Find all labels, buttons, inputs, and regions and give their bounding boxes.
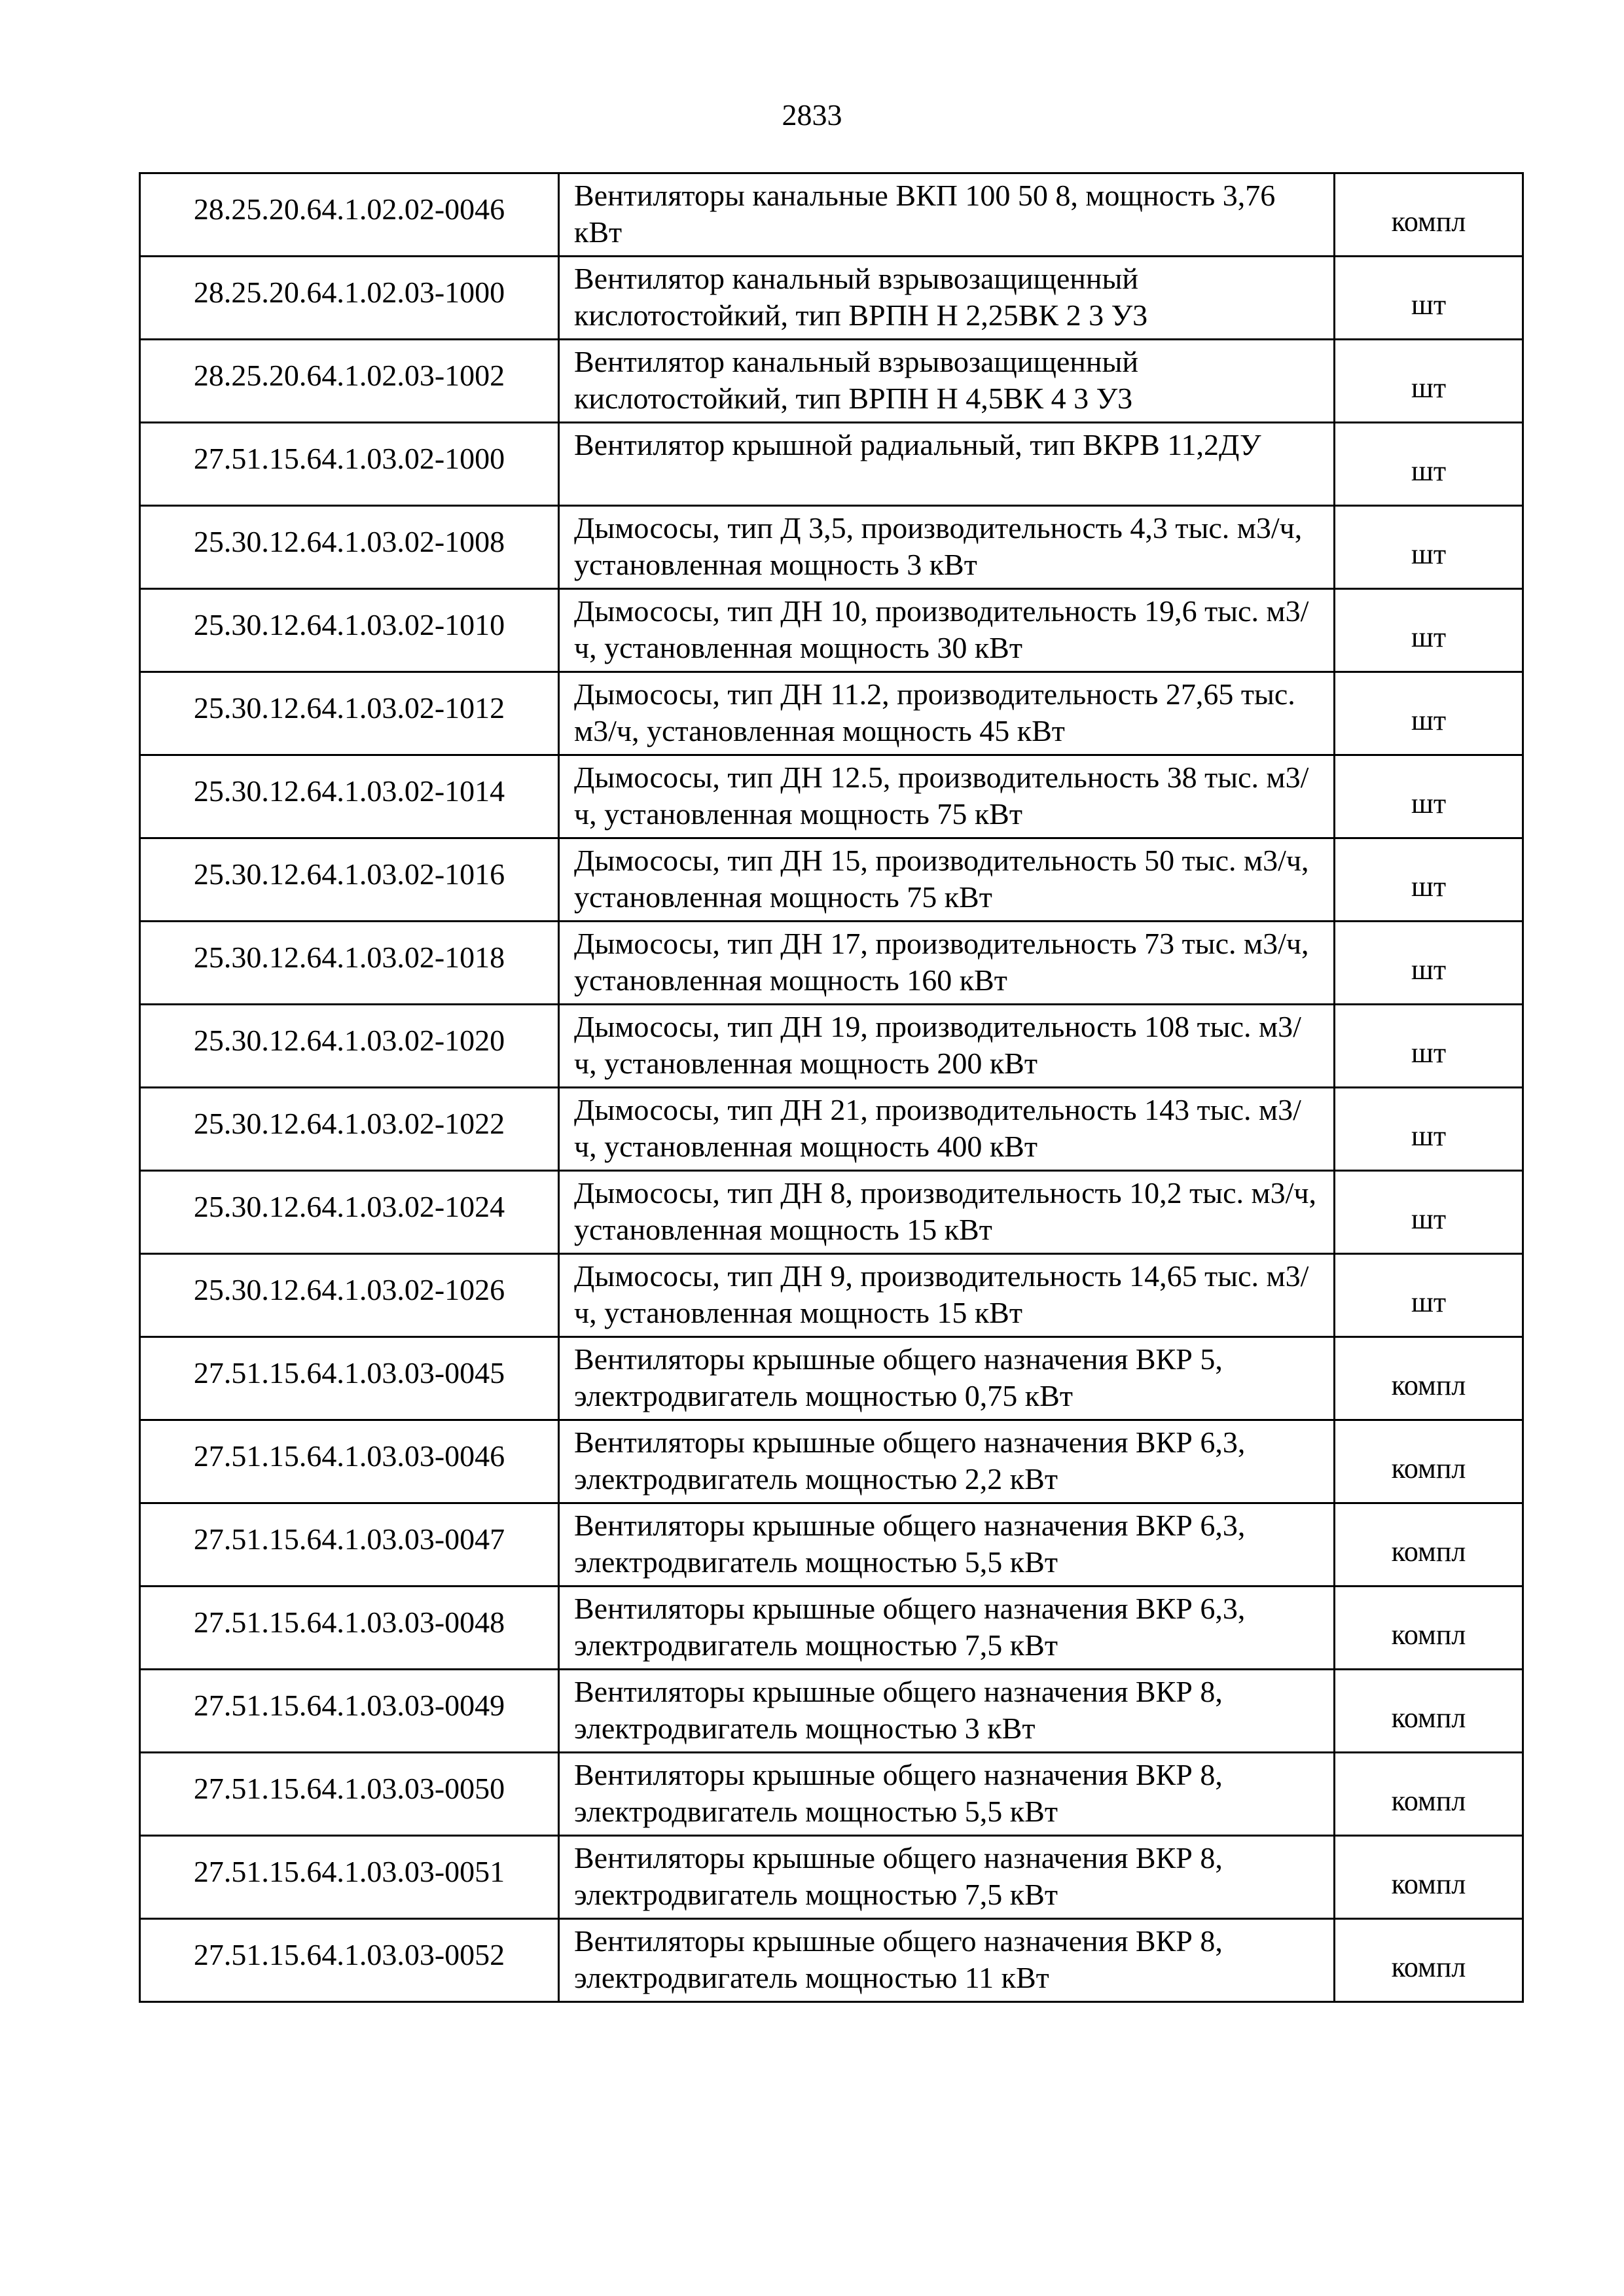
resource-unit: компл xyxy=(1335,1919,1523,2002)
table-row xyxy=(140,1254,1523,1337)
table-row xyxy=(140,1587,1523,1670)
resource-name: Вентилятор канальный взрывозащищенный кислотостойкий, тип ВРПН Н 4,5ВК 4 3 У3 xyxy=(559,340,1335,423)
table-row xyxy=(140,672,1523,755)
resource-name: Вентиляторы крышные общего назначения ВКР 6,3, электродвигатель мощностью 2,2 кВт xyxy=(559,1420,1335,1503)
resource-unit: шт xyxy=(1335,672,1523,755)
resource-unit: шт xyxy=(1335,257,1523,340)
resource-unit: шт xyxy=(1335,922,1523,1005)
resource-name: Дымососы, тип ДН 12.5, производительность 38 тыс. м3/ч, установленная мощность 75 кВт xyxy=(559,755,1335,838)
resource-unit: шт xyxy=(1335,340,1523,423)
table-row xyxy=(140,1836,1523,1919)
resource-name: Вентиляторы крышные общего назначения ВКР 8, электродвигатель мощностью 5,5 кВт xyxy=(559,1753,1335,1836)
resource-name: Дымососы, тип Д 3,5, производительность 4,3 тыс. м3/ч, установленная мощность 3 кВт xyxy=(559,506,1335,589)
resource-unit: шт xyxy=(1335,423,1523,506)
resource-unit: компл xyxy=(1335,173,1523,257)
resource-name: Дымососы, тип ДН 21, производительность 143 тыс. м3/ч, установленная мощность 400 кВт xyxy=(559,1088,1335,1171)
resource-table-body xyxy=(140,173,1523,2002)
resource-name: Дымососы, тип ДН 11.2, производительность 27,65 тыс. м3/ч, установленная мощность 45 кВт xyxy=(559,672,1335,755)
table-row xyxy=(140,1005,1523,1088)
resource-unit: компл xyxy=(1335,1587,1523,1670)
resource-code: 27.51.15.64.1.03.03-0050 xyxy=(140,1753,559,1836)
resource-code: 27.51.15.64.1.03.03-0049 xyxy=(140,1670,559,1753)
resource-unit: шт xyxy=(1335,1254,1523,1337)
resource-code: 27.51.15.64.1.03.02-1000 xyxy=(140,423,559,506)
resource-unit: компл xyxy=(1335,1670,1523,1753)
table-row xyxy=(140,838,1523,922)
resource-name: Дымососы, тип ДН 17, производительность 73 тыс. м3/ч, установленная мощность 160 кВт xyxy=(559,922,1335,1005)
resource-code: 28.25.20.64.1.02.03-1000 xyxy=(140,257,559,340)
table-row xyxy=(140,1420,1523,1503)
resource-name: Дымососы, тип ДН 10, производительность 19,6 тыс. м3/ч, установленная мощность 30 кВт xyxy=(559,589,1335,672)
resource-unit: шт xyxy=(1335,1171,1523,1254)
resource-name: Дымососы, тип ДН 19, производительность 108 тыс. м3/ч, установленная мощность 200 кВт xyxy=(559,1005,1335,1088)
resource-code: 25.30.12.64.1.03.02-1026 xyxy=(140,1254,559,1337)
resource-code: 28.25.20.64.1.02.03-1002 xyxy=(140,340,559,423)
resource-unit: компл xyxy=(1335,1503,1523,1587)
resource-code: 25.30.12.64.1.03.02-1008 xyxy=(140,506,559,589)
table-row xyxy=(140,340,1523,423)
resource-code: 25.30.12.64.1.03.02-1014 xyxy=(140,755,559,838)
resource-code: 25.30.12.64.1.03.02-1012 xyxy=(140,672,559,755)
resource-name: Вентиляторы крышные общего назначения ВКР 6,3, электродвигатель мощностью 5,5 кВт xyxy=(559,1503,1335,1587)
resource-name: Дымососы, тип ДН 8, производительность 10,2 тыс. м3/ч, установленная мощность 15 кВт xyxy=(559,1171,1335,1254)
resource-unit: шт xyxy=(1335,755,1523,838)
table-row xyxy=(140,173,1523,257)
resource-table xyxy=(139,172,1524,2003)
table-row xyxy=(140,1670,1523,1753)
resource-unit: компл xyxy=(1335,1836,1523,1919)
resource-unit: шт xyxy=(1335,1005,1523,1088)
table-row xyxy=(140,423,1523,506)
table-row xyxy=(140,922,1523,1005)
resource-unit: компл xyxy=(1335,1420,1523,1503)
resource-name: Вентиляторы крышные общего назначения ВКР 8, электродвигатель мощностью 7,5 кВт xyxy=(559,1836,1335,1919)
resource-unit: компл xyxy=(1335,1753,1523,1836)
table-row xyxy=(140,1503,1523,1587)
resource-name: Вентилятор канальный взрывозащищенный кислотостойкий, тип ВРПН Н 2,25ВК 2 3 У3 xyxy=(559,257,1335,340)
resource-code: 25.30.12.64.1.03.02-1010 xyxy=(140,589,559,672)
table-row xyxy=(140,1919,1523,2002)
resource-code: 25.30.12.64.1.03.02-1016 xyxy=(140,838,559,922)
resource-code: 27.51.15.64.1.03.03-0051 xyxy=(140,1836,559,1919)
page-number: 2833 xyxy=(782,98,842,132)
resource-unit: шт xyxy=(1335,589,1523,672)
table-row xyxy=(140,257,1523,340)
resource-code: 25.30.12.64.1.03.02-1024 xyxy=(140,1171,559,1254)
resource-unit: шт xyxy=(1335,838,1523,922)
table-row xyxy=(140,589,1523,672)
table-row xyxy=(140,1753,1523,1836)
resource-name: Вентиляторы крышные общего назначения ВКР 6,3, электродвигатель мощностью 7,5 кВт xyxy=(559,1587,1335,1670)
table-row xyxy=(140,1337,1523,1420)
resource-name: Вентилятор крышной радиальный, тип ВКРВ 11,2ДУ xyxy=(559,423,1335,506)
resource-unit: шт xyxy=(1335,506,1523,589)
resource-code: 27.51.15.64.1.03.03-0052 xyxy=(140,1919,559,2002)
table-row xyxy=(140,506,1523,589)
resource-code: 27.51.15.64.1.03.03-0046 xyxy=(140,1420,559,1503)
resource-code: 28.25.20.64.1.02.02-0046 xyxy=(140,173,559,257)
resource-name: Вентиляторы крышные общего назначения ВКР 5, электродвигатель мощностью 0,75 кВт xyxy=(559,1337,1335,1420)
resource-name: Вентиляторы канальные ВКП 100 50 8, мощность 3,76 кВт xyxy=(559,173,1335,257)
resource-code: 25.30.12.64.1.03.02-1020 xyxy=(140,1005,559,1088)
table-row xyxy=(140,1088,1523,1171)
resource-name: Вентиляторы крышные общего назначения ВКР 8, электродвигатель мощностью 11 кВт xyxy=(559,1919,1335,2002)
resource-code: 25.30.12.64.1.03.02-1018 xyxy=(140,922,559,1005)
resource-name: Дымососы, тип ДН 9, производительность 14,65 тыс. м3/ч, установленная мощность 15 кВт xyxy=(559,1254,1335,1337)
table-row xyxy=(140,755,1523,838)
resource-unit: шт xyxy=(1335,1088,1523,1171)
table-row xyxy=(140,1171,1523,1254)
resource-code: 27.51.15.64.1.03.03-0048 xyxy=(140,1587,559,1670)
resource-code: 27.51.15.64.1.03.03-0047 xyxy=(140,1503,559,1587)
resource-name: Вентиляторы крышные общего назначения ВКР 8, электродвигатель мощностью 3 кВт xyxy=(559,1670,1335,1753)
resource-code: 27.51.15.64.1.03.03-0045 xyxy=(140,1337,559,1420)
resource-name: Дымососы, тип ДН 15, производительность 50 тыс. м3/ч, установленная мощность 75 кВт xyxy=(559,838,1335,922)
resource-code: 25.30.12.64.1.03.02-1022 xyxy=(140,1088,559,1171)
resource-unit: компл xyxy=(1335,1337,1523,1420)
